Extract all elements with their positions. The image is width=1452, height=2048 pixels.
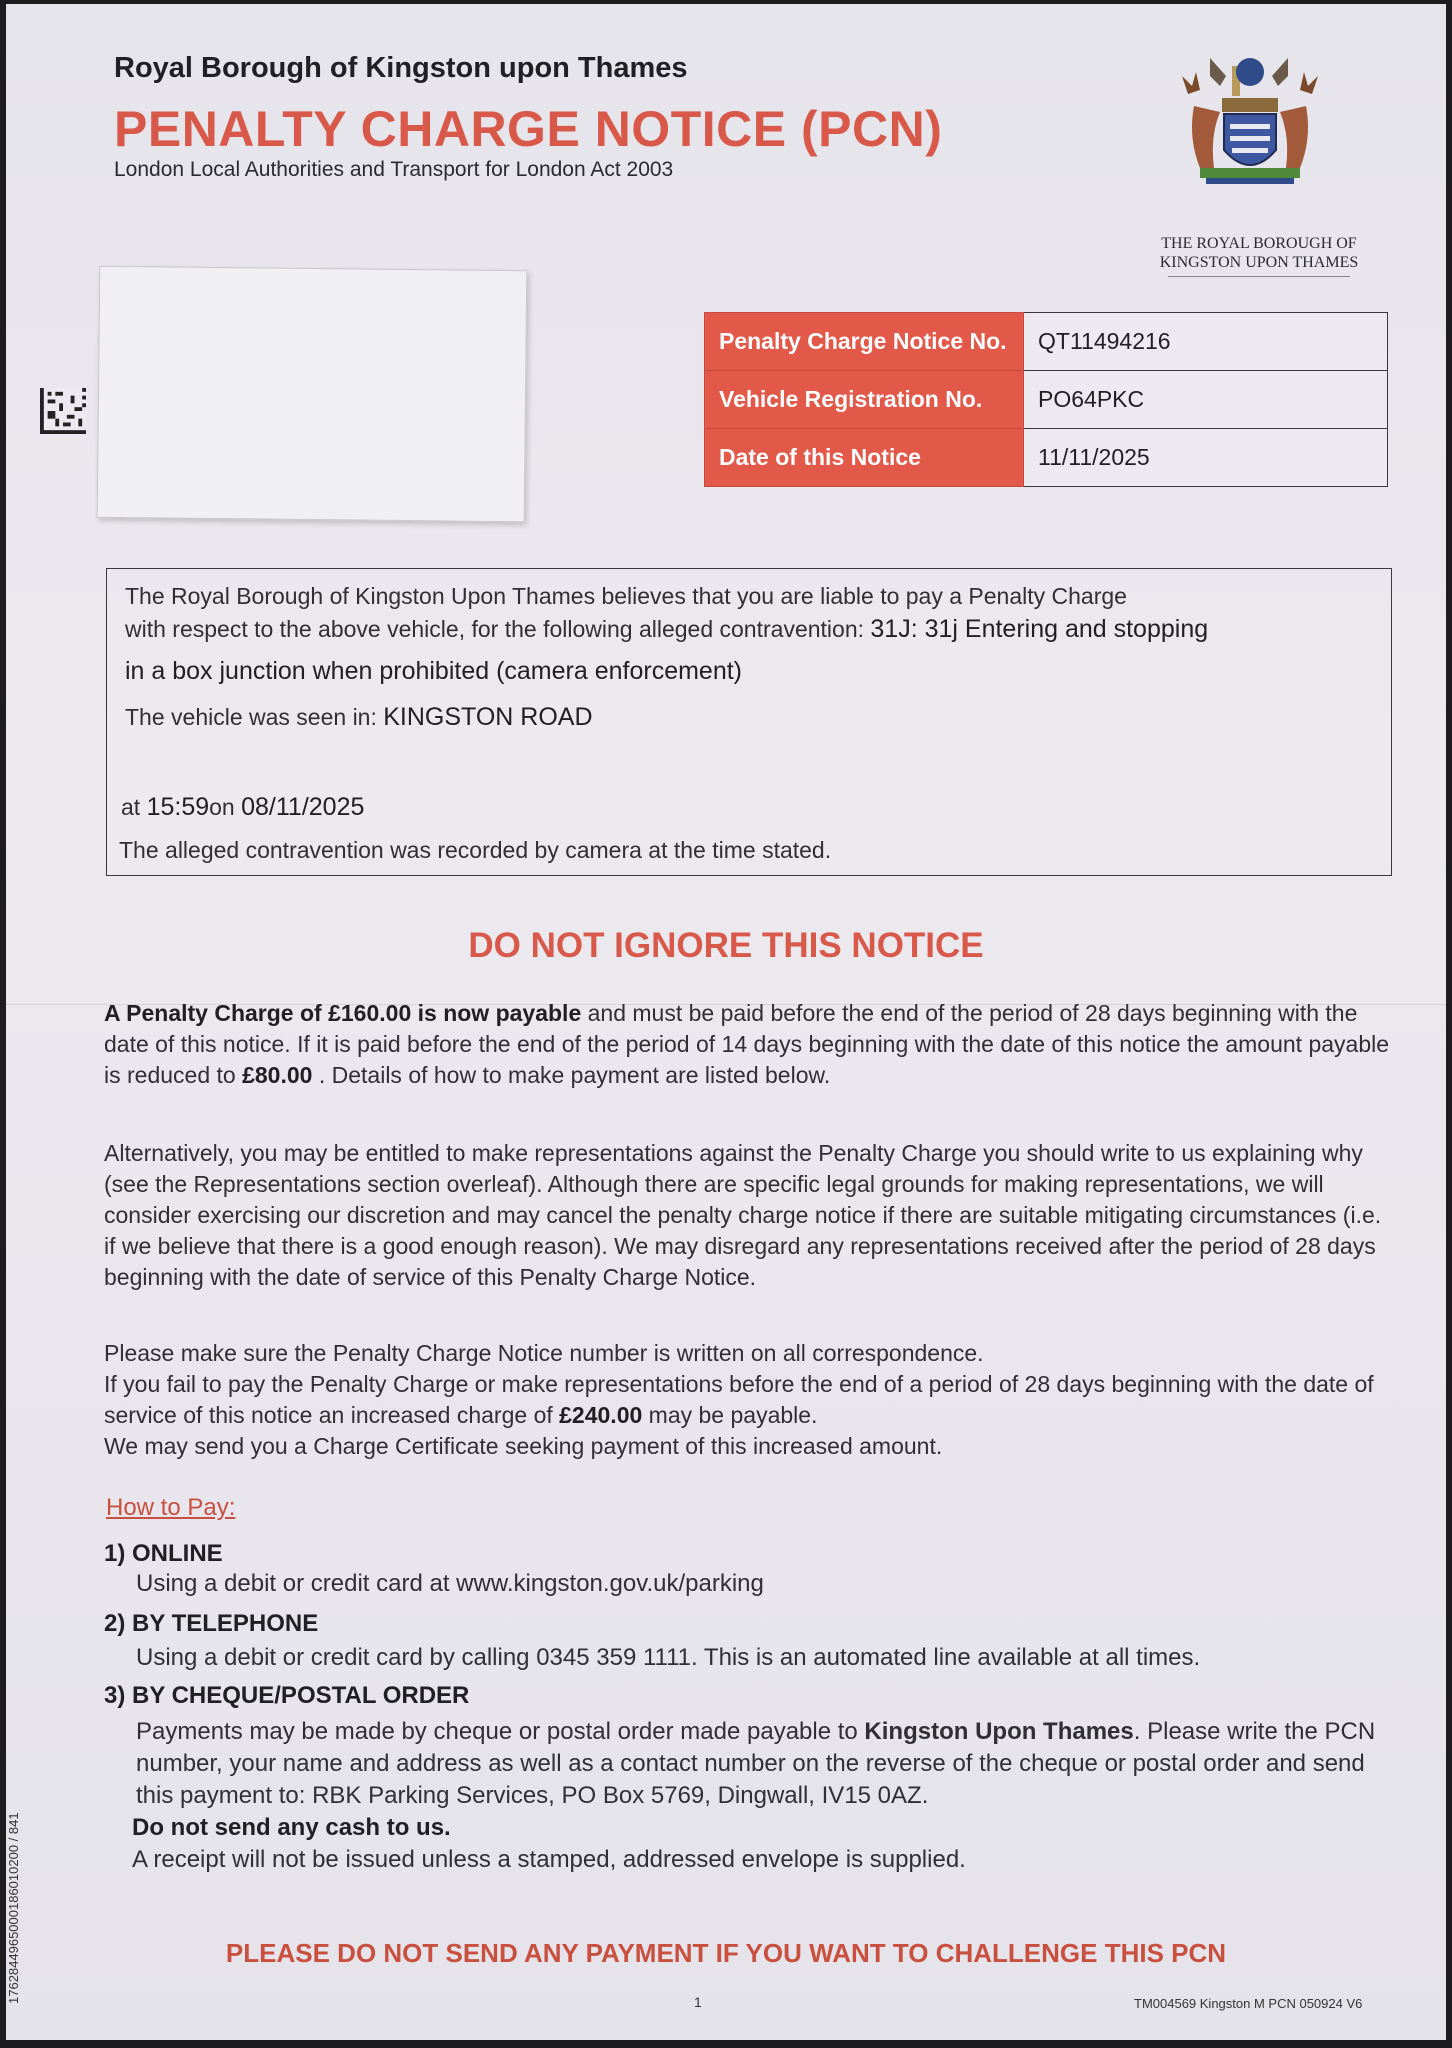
location-line [125,703,593,732]
cheque-heading: 3) BY CHEQUE/POSTAL ORDER [104,1682,470,1709]
crest-divider [1168,276,1350,277]
payment-paragraph: A Penalty Charge of £160.00 is now payable and must be paid before the end of the period of 28 days beginning with the date of this notice. If it is paid before the end of the period of 14 days beginning with the date of this notice the amount payable is reduced to £80.00 . Details of how to make payment are listed below. [104,1000,1390,1088]
notice-date-value: 11/11/2025 [1024,429,1388,487]
data-matrix-code-icon [40,388,86,434]
time-date-line: at 15:59on 08/11/2025 [121,793,365,821]
envelope-window-patch [97,266,528,522]
location-label: The vehicle was seen in: [125,704,377,730]
page-number: 1 [694,1994,702,2010]
notice-date-label: Date of this Notice [705,429,1024,487]
pcn-number-value: QT11494216 [1024,313,1388,371]
payee-name: Kingston Upon Thames [864,1718,1134,1745]
penalty-amount: £160.00 [328,1000,412,1026]
do-not-ignore-heading: DO NOT IGNORE THIS NOTICE [468,926,984,965]
no-cash-warning: Do not send any cash to us. [132,1814,451,1841]
council-name: Royal Borough of Kingston upon Thames [114,52,688,84]
cheque-instructions: Payments may be made by cheque or postal order made payable to Kingston Upon Thames. Please write the PCN number, your name and address as well as a contact number on the reverse of the cheque or postal order and send this payment to: RBK Parking Services, PO Box 5769, Dingwall, IV15 0AZ. Do not send any cash to us. A receipt will not be issued unless a stamped, addressed envelope is supplied. [136,1716,1396,1876]
increased-amount: £240.00 [559,1402,643,1428]
camera-recorded-statement: The alleged contravention was recorded by camera at the time stated. [119,837,832,863]
contravention-box [106,568,1392,876]
reduced-amount: £80.00 [242,1062,313,1088]
challenge-warning: PLEASE DO NOT SEND ANY PAYMENT IF YOU WANT TO CHALLENGE THIS PCN [225,1938,1227,1968]
side-serial-number: 1762844965000186010200 / 841 [6,1812,21,2004]
contravention-time: 15:59 [146,793,210,821]
page-title: PENALTY CHARGE NOTICE (PCN) [114,101,943,157]
how-to-pay-heading: How to Pay: [106,1494,236,1521]
contravention-date: 08/11/2025 [241,793,365,821]
contravention-description: in a box junction when prohibited (camera enforcement) [125,657,743,685]
table-row [705,371,1388,429]
pcn-number-label: Penalty Charge Notice No. [705,313,1024,371]
location-value: KINGSTON ROAD [383,703,593,731]
table-row [705,429,1388,487]
correspondence-paragraph: Please make sure the Penalty Charge Notice number is written on all correspondence. If you fail to pay the Penalty Charge or make representations before the end of a period of 28 days beginning with the date of service of this notice an increased charge of £240.00 may be payable. We may send you a Charge Certificate seeking payment of this increased amount. [104,1340,1374,1459]
online-heading: 1) ONLINE [104,1540,223,1567]
vehicle-registration-value: PO64PKC [1024,371,1388,429]
crest-caption: THE ROYAL BOROUGH OF KINGSTON UPON THAMES [1159,235,1359,271]
contravention-intro-line-2: with respect to the above vehicle, for the following alleged contravention: 31J: 31j Entering and stopping [125,615,1209,643]
contravention-intro-line-1: The Royal Borough of Kingston Upon Thames believes that you are liable to pay a Penalty Charge [125,583,1127,609]
telephone-heading: 2) BY TELEPHONE [104,1610,319,1637]
telephone-instructions: Using a debit or credit card by calling 0345 359 1111. This is an automated line available at all times. [136,1644,1201,1671]
online-instructions: Using a debit or credit card at www.kingston.gov.uk/parking [136,1570,764,1597]
contravention-code: 31J: 31j Entering and stopping [870,615,1209,643]
notice-details-table [704,312,1388,487]
form-code: TM004569 Kingston M PCN 050924 V6 [1134,1996,1363,2011]
table-row [705,313,1388,371]
act-reference: London Local Authorities and Transport for London Act 2003 [114,158,674,181]
borough-crest-icon [1170,46,1330,226]
vehicle-registration-label: Vehicle Registration No. [705,371,1024,429]
representations-paragraph: Alternatively, you may be entitled to make representations against the Penalty Charge you should write to us explaining why (see the Representations section overleaf). Although there are specific legal grounds for making representations, we will consider exercising our discretion and may cancel the penalty charge notice if there are suitable mitigating circumstances (i.e. if we believe that there is a good enough reason). We may disregard any representations received after the period of 28 days beginning with the date of service of this Penalty Charge Notice. [104,1140,1382,1290]
receipt-note: A receipt will not be issued unless a stamped, addressed envelope is supplied. [132,1846,966,1873]
